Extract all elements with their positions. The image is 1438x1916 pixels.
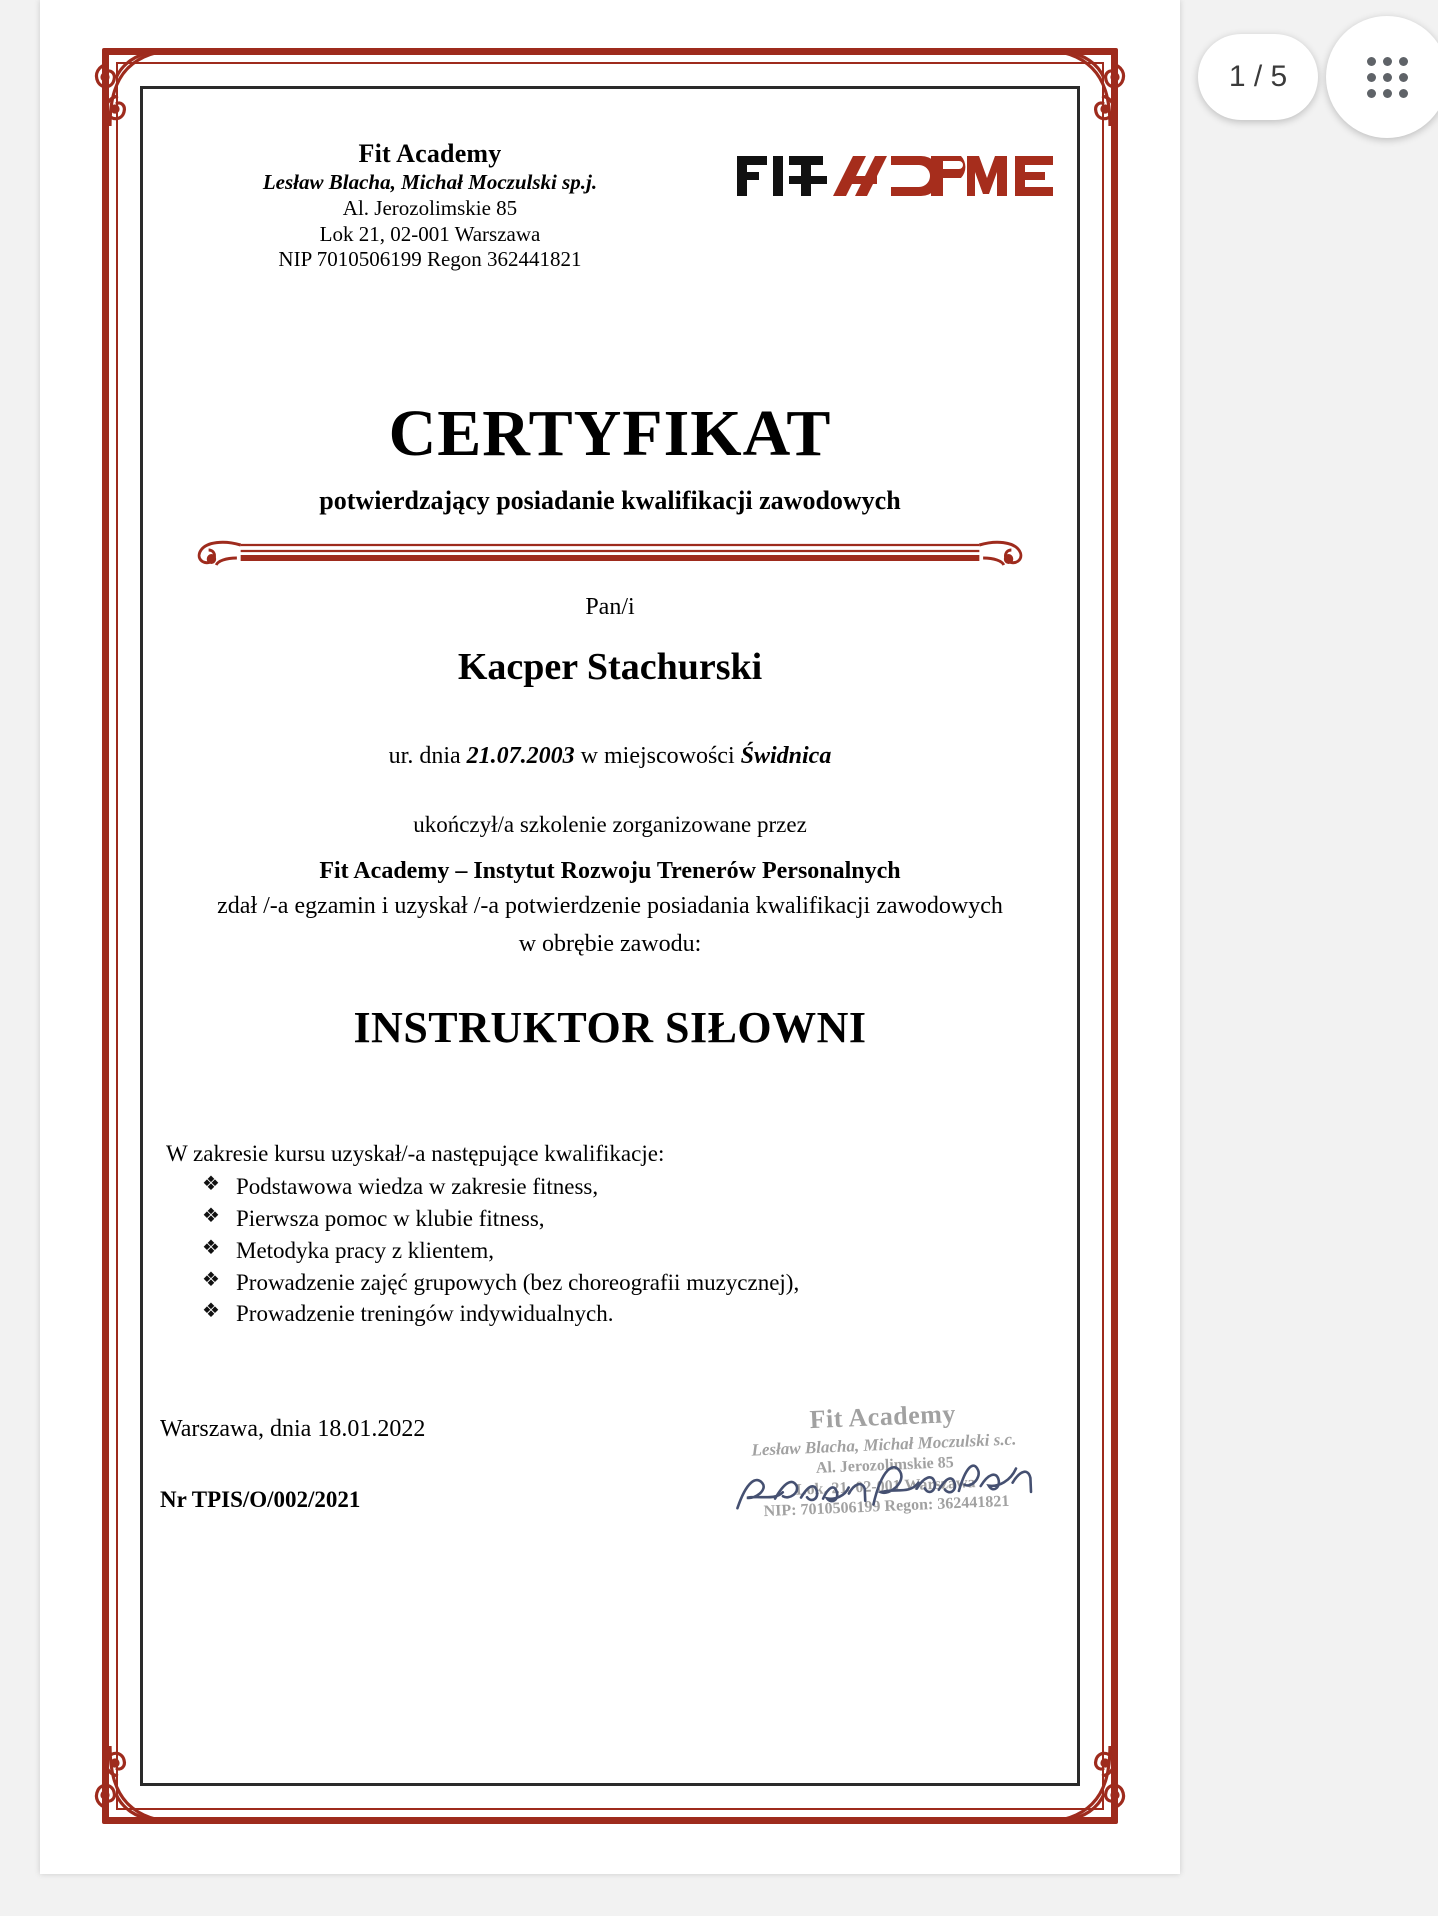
stamp-tax-id: NIP: 7010506199 Regon: 362441821 <box>763 1493 1010 1521</box>
diamond-bullet-icon: ❖ <box>202 1236 220 1259</box>
birth-city: Świdnica <box>740 743 832 769</box>
stamp-title: Fit Academy <box>809 1399 957 1435</box>
stamp-address-1: Al. Jerozolimskie 85 <box>815 1454 955 1477</box>
stamp-partners: Lesław Blacha, Michał Moczulski s.c. <box>751 1429 1017 1460</box>
certificate-content <box>160 110 1060 1764</box>
grid-menu-button[interactable] <box>1326 16 1438 138</box>
qualifications-intro: W zakresie kursu uzyskał/-a następujące kwalifikacje: <box>166 1141 665 1167</box>
qualifications-list <box>166 1171 1060 1330</box>
ornamental-divider <box>186 534 1034 568</box>
recipient-name: Kacper Stachurski <box>457 646 763 688</box>
qualification-label: Prowadzenie zajęć grupowych (bez choreografii muzycznej), <box>236 1269 800 1295</box>
page-indicator-label: 1 / 5 <box>1228 60 1288 93</box>
qualification-label: Podstawowa wiedza w zakresie fitness, <box>236 1174 599 1200</box>
birth-line <box>160 743 1060 770</box>
company-stamp <box>717 1393 1053 1549</box>
birth-prefix: ur. dnia <box>388 743 467 769</box>
organization-name: Fit Academy <box>358 139 502 168</box>
diamond-bullet-icon: ❖ <box>202 1268 220 1291</box>
qualification-label: Metodyka pracy z klientem, <box>236 1237 495 1263</box>
page-indicator <box>1198 34 1318 120</box>
qualification-label: Pierwsza pomoc w klubie fitness, <box>236 1206 545 1232</box>
qualification-item <box>202 1267 1060 1299</box>
certificate-number: Nr TPIS/O/002/2021 <box>160 1487 361 1513</box>
qualification-item <box>202 1298 1060 1330</box>
birth-middle: w miejscowości <box>574 743 741 769</box>
salutation: Pan/i <box>585 594 635 620</box>
diamond-bullet-icon: ❖ <box>202 1205 220 1228</box>
organization-partners: Lesław Blacha, Michał Moczulski sp.j. <box>262 169 598 194</box>
organization-block <box>190 138 670 273</box>
qualifications-section <box>160 1141 1060 1330</box>
diamond-bullet-icon: ❖ <box>202 1300 220 1323</box>
qualification-item <box>202 1235 1060 1267</box>
stamp-address-2: Lok. 21, 02-001 Warszawa <box>795 1473 976 1499</box>
fit-academy-logo-icon <box>735 150 1065 202</box>
organization-address2: Lok 21, 02-001 Warszawa <box>319 221 541 246</box>
passed-line-2: w obrębie zawodu: <box>518 930 702 957</box>
certificate-page <box>40 0 1180 1874</box>
passed-line-1: zdał /-a egzamin i uzyskał /-a potwierdzenie posiadania kwalifikacji zawodowych <box>217 893 1003 919</box>
profession-title: INSTRUKTOR SIŁOWNI <box>353 1003 867 1053</box>
certificate-footer <box>160 1399 1060 1566</box>
organization-address1: Al. Jerozolimskie 85 <box>342 195 518 220</box>
diamond-bullet-icon: ❖ <box>202 1173 220 1196</box>
qualification-item <box>202 1171 1060 1203</box>
completed-text: ukończył/a szkolenie zorganizowane przez <box>413 812 807 837</box>
institute-name: Fit Academy – Instytut Rozwoju Trenerów Personalnych <box>319 858 901 884</box>
certificate-title: CERTYFIKAT <box>388 397 832 470</box>
certificate-subtitle: potwierdzający posiadanie kwalifikacji zawodowych <box>319 486 901 515</box>
qualification-item <box>202 1203 1060 1235</box>
certificate-header <box>160 138 1060 278</box>
birth-date: 21.07.2003 <box>466 743 575 769</box>
qualification-label: Prowadzenie treningów indywidualnych. <box>236 1301 614 1327</box>
grid-menu-icon <box>1367 57 1408 98</box>
organization-tax-id: NIP 7010506199 Regon 362441821 <box>278 247 582 272</box>
place-and-date: Warszawa, dnia 18.01.2022 <box>160 1416 426 1443</box>
